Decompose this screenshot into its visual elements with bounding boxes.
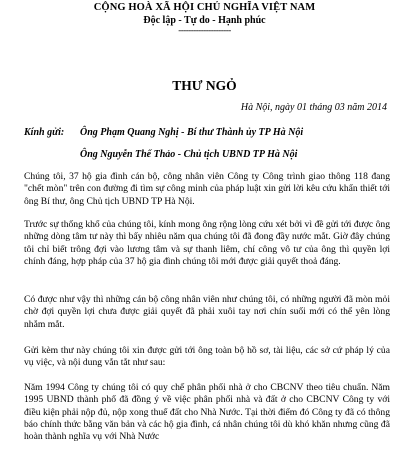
body-paragraph-5: Năm 1994 Công ty chúng tôi có quy chế phân phối nhà ở cho CBCNV theo tiêu chuẩn. Năm 1995 UBND thành phố đã đồng ý về việc phân phối nhà và đất ở cho CBCNV Công ty với điều kiện phải nộp đủ, nộp xong thuế đất cho Nhà Nước. Tại thời điểm đó Công ty đã có thông báo chính thức bằng văn bản và các hộ gia đình, cá nhân chúng tôi dù khó khăn nhưng cũng đã hoàn thành nghĩa vụ với Nhà Nước	[24, 382, 390, 443]
national-motto: Độc lập - Tự do - Hạnh phúc	[143, 15, 266, 26]
letter-title: THƯ NGỎ	[172, 78, 237, 93]
national-title: CỘNG HOÀ XÃ HỘI CHỦ NGHĨA VIỆT NAM	[93, 2, 316, 13]
recipient-label: Kính gửi:	[24, 127, 65, 138]
body-paragraph-2: Trước sự thống khổ của chúng tôi, kính mong ông rộng lòng cứu xét bởi vì đề gửi tới được ông những dòng tâm tư này thì bấy nhiêu năm qua chúng tôi đã đong đầy nước mắt. Giờ đây chúng tôi chỉ biết trông đợi vào lương tâm và sự thanh liêm, chí công vô tư của ông thì quyền lợi chính đáng, hợp pháp của 37 hộ gia đình chúng tôi mới được giải quyết thoả đáng.	[24, 219, 390, 267]
letter-date: Hà Nội, ngày 01 tháng 03 năm 2014	[240, 102, 387, 113]
body-paragraph-4: Gửi kèm thư này chúng tôi xin được gửi tới ông toàn bộ hồ sơ, tài liệu, các sở cứ pháp lý của vụ việc, và nội dung vắn tắt như sau:	[24, 345, 390, 369]
body-paragraph-1: Chúng tôi, 37 hộ gia đình cán bộ, công nhân viên Công ty Công trình giao thông 118 đang "chết mòn" trên con đường đi tìm sự công minh của pháp luật xin gửi lời kêu cứu khẩn thiết tới ông Bí thư, ông Chủ tịch UBND TP Hà Nội.	[24, 171, 390, 207]
recipient-line-1: Ông Phạm Quang Nghị - Bí thư Thành ủy TP Hà Nội	[80, 127, 304, 138]
header-divider: ---------------------	[178, 25, 231, 35]
recipient-line-2: Ông Nguyễn Thế Thảo - Chủ tịch UBND TP Hà Nội	[80, 149, 298, 160]
body-paragraph-3: Có được như vậy thì những cán bộ công nhân viên như chúng tôi, có những người đã mòn mỏi chờ đợi quyền lợi chưa được giải quyết đã phải xuôi tay nơi chín suối mới có thể yên lòng nhắm mắt.	[24, 294, 390, 330]
